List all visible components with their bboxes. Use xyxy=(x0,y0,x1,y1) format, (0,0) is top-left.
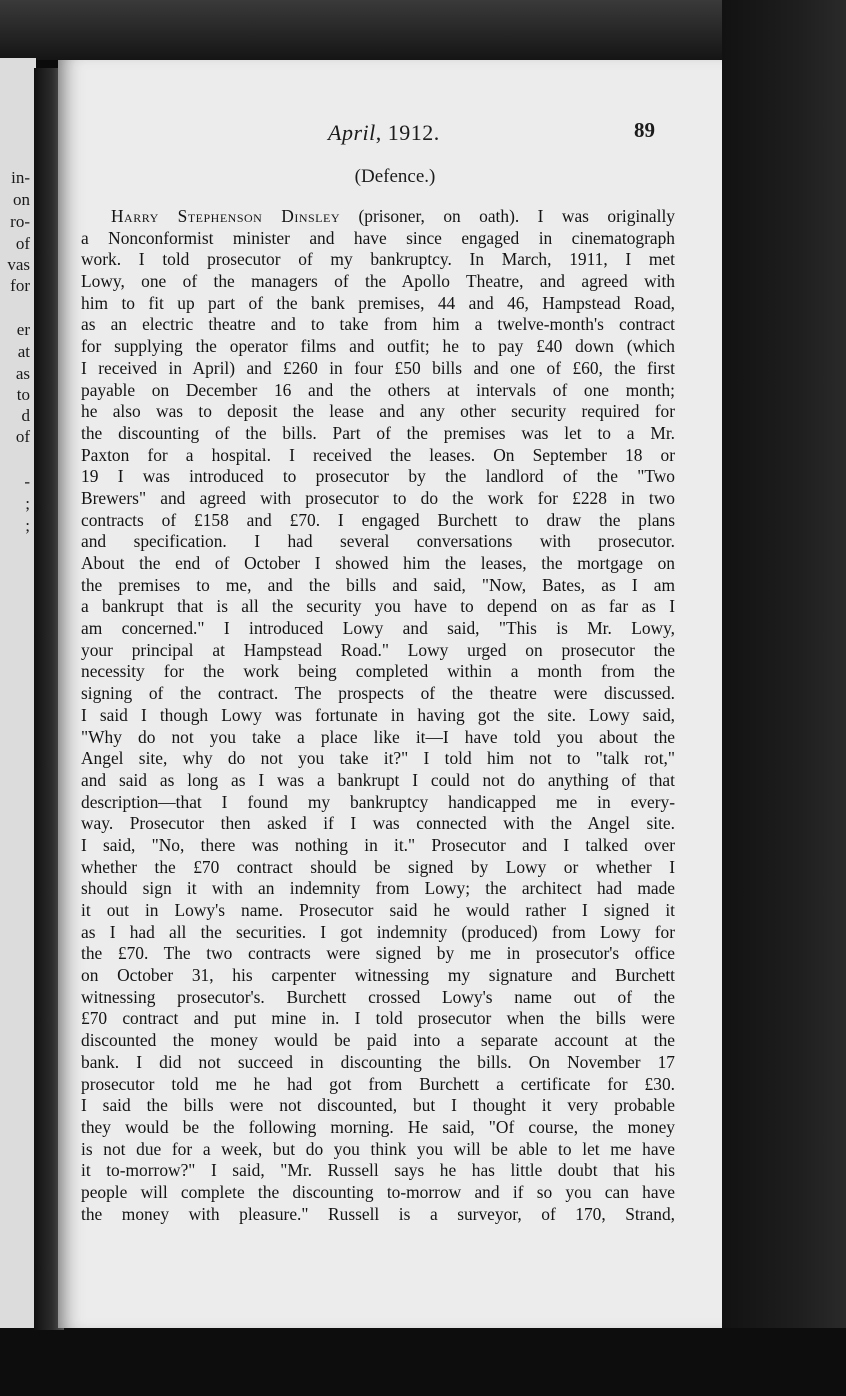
text-line: he also was to deposit the lease and any other security required for xyxy=(81,401,675,422)
facing-page-fragment: d xyxy=(21,406,30,425)
text-line: the £70. The two contracts were signed by me in prosecutor's office xyxy=(81,943,675,964)
text-line: the discounting of the bills. Part of the premises was let to a Mr. xyxy=(81,422,675,443)
facing-page-fragment: - xyxy=(24,472,30,491)
facing-page-fragment: in- xyxy=(11,168,30,187)
facing-page-fragment: ; xyxy=(25,516,30,535)
scan-right-shadow xyxy=(722,0,846,1396)
facing-page-fragment: at xyxy=(17,342,30,361)
text-line: I said I though Lowy was fortunate in having got the site. Lowy said, xyxy=(81,704,675,725)
text-line: him to fit up part of the bank premises, 44 and 46, Hampstead Road, xyxy=(81,292,675,313)
facing-page-fragment: er xyxy=(16,320,30,339)
scan-top-shadow xyxy=(0,0,846,60)
facing-page-fragment: of xyxy=(15,234,30,253)
text-line: way. Prosecutor then asked if I was connected with the Angel site. xyxy=(81,813,675,834)
text-line: am concerned." I introduced Lowy and said, "This is Mr. Lowy, xyxy=(81,618,675,639)
text-line-content: (prisoner, on oath). I was originally xyxy=(340,206,675,226)
text-line: I said the bills were not discounted, but I thought it very probable xyxy=(81,1095,675,1116)
facing-page-fragment: as xyxy=(15,364,30,383)
text-line: a Nonconformist minister and have since engaged in cinematograph xyxy=(81,227,675,248)
scan-bottom-shadow xyxy=(0,1328,846,1396)
facing-page-fragment: ; xyxy=(25,494,30,513)
text-line: and specification. I had several conversations with prosecutor. xyxy=(81,531,675,552)
text-line: necessity for the work being completed within a month from the xyxy=(81,661,675,682)
facing-page-fragment: on xyxy=(13,190,30,209)
text-line: the premises to me, and the bills and said, "Now, Bates, as I am xyxy=(81,574,675,595)
book-page xyxy=(58,60,722,1328)
text-line: bank. I did not succeed in discounting the bills. On November 17 xyxy=(81,1051,675,1072)
text-line: prosecutor told me he had got from Burchett a certificate for £30. xyxy=(81,1073,675,1094)
text-line: contracts of £158 and £70. I engaged Burchett to draw the plans xyxy=(81,509,675,530)
text-line: for supplying the operator films and outfit; he to pay £40 down (which xyxy=(81,336,675,357)
text-line: work. I told prosecutor of my bankruptcy. In March, 1911, I met xyxy=(81,249,675,270)
text-line: About the end of October I showed him the leases, the mortgage on xyxy=(81,553,675,573)
text-line: it to-morrow?" I said, "Mr. Russell says he has little doubt that his xyxy=(81,1160,675,1181)
text-line: your principal at Hampstead Road." Lowy urged on prosecutor the xyxy=(81,639,675,660)
text-line: signing of the contract. The prospects of the theatre were discussed. xyxy=(81,683,675,704)
text-line: Lowy, one of the managers of the Apollo Theatre, and agreed with xyxy=(81,271,675,292)
section-heading: (Defence.) xyxy=(354,166,436,187)
running-title-year: , 1912. xyxy=(375,120,440,145)
text-line: they would be the following morning. He said, "Of course, the money xyxy=(81,1116,675,1137)
text-line: it out in Lowy's name. Prosecutor said he would rather I signed it xyxy=(81,900,675,920)
text-line xyxy=(81,206,675,228)
facing-page-fragment: ro- xyxy=(10,212,30,231)
running-title-month: April xyxy=(328,120,376,145)
text-line: and said as long as I was a bankrupt I could not do anything of that xyxy=(81,769,675,790)
running-title xyxy=(328,120,440,146)
text-line: as an electric theatre and to take from him a twelve-month's contract xyxy=(81,314,675,335)
text-line: witnessing prosecutor's. Burchett crossed Lowy's name out of the xyxy=(81,986,675,1007)
text-line: I said, "No, there was nothing in it." Prosecutor and I talked over xyxy=(81,834,675,855)
text-line: the money with pleasure." Russell is a surveyor, of 170, Strand, xyxy=(81,1203,675,1224)
text-line: I received in April) and £260 in four £50 bills and one of £60, the first xyxy=(81,357,675,378)
text-line: Paxton for a hospital. I received the leases. On September 18 or xyxy=(81,444,675,465)
facing-page-edge xyxy=(0,58,36,1328)
testimony-paragraph xyxy=(81,206,675,1225)
text-line: on October 31, his carpenter witnessing my signature and Burchett xyxy=(81,965,675,986)
text-line: £70 contract and put mine in. I told prosecutor when the bills were xyxy=(81,1008,675,1029)
facing-page-fragment: for xyxy=(10,276,30,295)
facing-page-fragment: to xyxy=(16,385,30,404)
text-line: 19 I was introduced to prosecutor by the landlord of the "Two xyxy=(81,466,675,487)
text-line: should sign it with an indemnity from Lowy; the architect had made xyxy=(81,878,675,899)
text-line: Angel site, why do not you take it?" I told him not to "talk rot," xyxy=(81,748,675,769)
text-line: "Why do not you take a place like it—I have told you about the xyxy=(81,726,675,747)
text-line: is not due for a week, but do you think you will be able to let me have xyxy=(81,1138,675,1159)
text-line: whether the £70 contract should be signed by Lowy or whether I xyxy=(81,856,675,877)
text-line: a bankrupt that is all the security you have to depend on as far as I xyxy=(81,596,675,617)
text-line: as I had all the securities. I got indemnity (produced) from Lowy for xyxy=(81,921,675,942)
page-header xyxy=(58,120,722,146)
text-line: people will complete the discounting to-morrow and if so you can have xyxy=(81,1181,675,1202)
text-line: payable on December 16 and the others at intervals of one month; xyxy=(81,379,675,400)
text-line: description—that I found my bankruptcy handicapped me in every- xyxy=(81,791,675,812)
page-number: 89 xyxy=(634,118,655,142)
facing-page-fragment: of xyxy=(15,427,30,446)
facing-page-fragment: vas xyxy=(7,255,30,274)
speaker-name: Harry Stephenson Dinsley xyxy=(111,206,341,226)
text-line: Brewers" and agreed with prosecutor to do the work for £228 in two xyxy=(81,487,675,508)
text-line: discounted the money would be paid into a separate account at the xyxy=(81,1030,675,1051)
